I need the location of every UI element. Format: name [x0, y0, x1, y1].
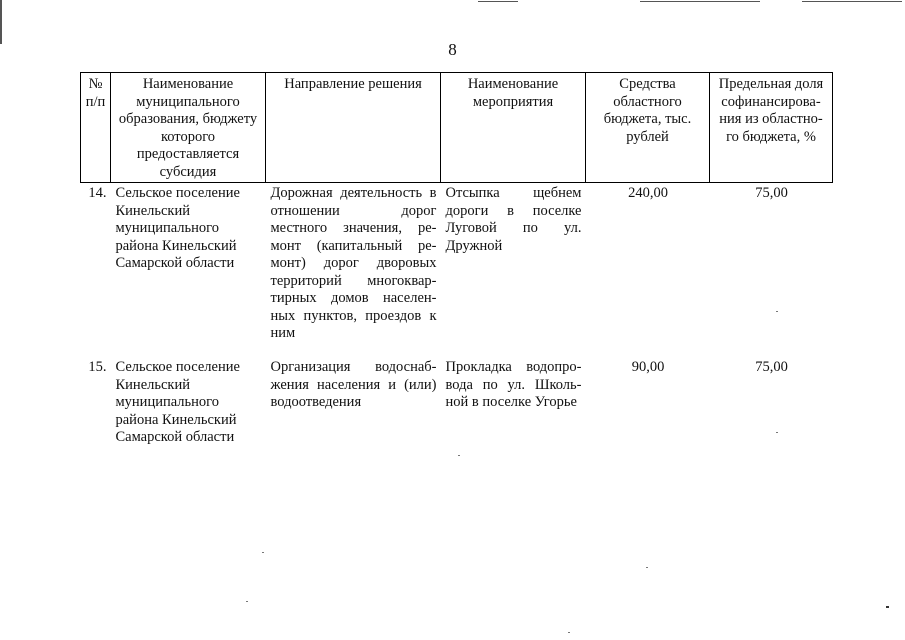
activity-cell: Прокладка водопро-вода по ул. Школь-ной в поселке Угорье [445, 359, 582, 410]
share-cell: 75,00 [755, 185, 788, 201]
table-row [81, 357, 833, 447]
direction-cell: Организация водоснаб-жения населения и (или) водоотведения [270, 359, 437, 410]
share-cell: 75,00 [755, 359, 788, 375]
municipality-cell: Сельское поселение Кинельский муниципального района Кинельский Самарской области [115, 359, 240, 445]
direction-cell: Дорожная деятельность в отношении дорог местного значения, ре-монт (капитальный ре-монт) дорог дворовых территорий многоквар-тирных домов населен-ных пунктов, проездов к ним [270, 185, 437, 341]
page-number: 8 [448, 40, 457, 59]
scan-speck [776, 432, 778, 433]
header-number: № п/п [81, 73, 111, 183]
scan-speck [776, 311, 778, 312]
header-municipality: Наименование муниципального образования, бюджету которого предоставляется субсидия [111, 73, 266, 183]
funds-cell: 90,00 [631, 359, 665, 375]
scan-speck [246, 601, 248, 602]
scan-speck [568, 632, 570, 633]
scan-speck [886, 606, 889, 608]
scan-speck [646, 567, 648, 568]
scan-speck [262, 552, 264, 553]
activity-cell: Отсыпка щебнем дороги в поселке Луговой по ул. Дружной [445, 185, 582, 254]
subsidy-table [80, 72, 833, 447]
header-funds: Средства областного бюджета, тыс. рублей [586, 73, 710, 183]
header-direction: Направление решения [266, 73, 441, 183]
table-header-row [81, 73, 833, 183]
scan-edge-mark [478, 1, 518, 2]
municipality-cell: Сельское поселение Кинельский муниципального района Кинельский Самарской области [115, 185, 240, 271]
scan-edge-mark [0, 0, 2, 44]
table-row [81, 183, 833, 358]
header-activity: Наименование мероприятия [441, 73, 586, 183]
scan-edge-mark [640, 1, 760, 2]
scan-speck [458, 455, 460, 456]
row-number: 15. [88, 359, 107, 375]
scan-edge-mark [802, 1, 902, 2]
header-share: Предельная доля софинансирова-ния из областно-го бюджета, % [710, 73, 833, 183]
row-number: 14. [88, 185, 107, 201]
funds-cell: 240,00 [628, 185, 668, 201]
